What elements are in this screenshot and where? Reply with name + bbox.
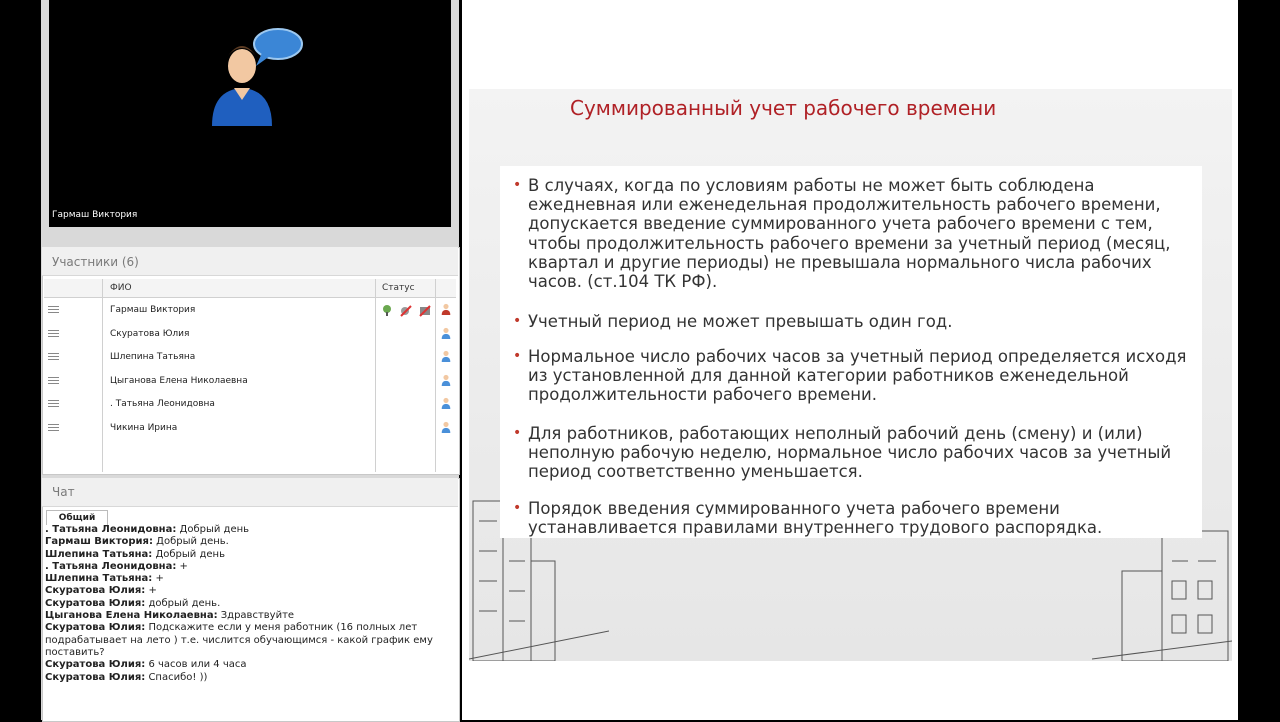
- slide-bullet: [513, 424, 1198, 482]
- bullet-dot-icon: •: [513, 313, 522, 329]
- bullet-dot-icon: •: [513, 177, 522, 193]
- chat-author: Шлепина Татьяна:: [45, 573, 153, 585]
- chat-author: Цыганова Елена Николаевна:: [45, 610, 218, 622]
- chat-message: [45, 622, 453, 659]
- chat-author: Гармаш Виктория:: [45, 536, 153, 548]
- row-menu-icon[interactable]: [48, 306, 59, 314]
- chat-message: [45, 573, 453, 585]
- slide-bullet: [513, 176, 1198, 291]
- slide-bullet: [513, 347, 1198, 405]
- participants-title: Участники (6): [52, 255, 139, 269]
- chat-message: [45, 524, 453, 536]
- row-menu-icon[interactable]: [48, 400, 59, 408]
- chat-text: Спасибо! )): [145, 671, 208, 683]
- bullet-text: Нормальное число рабочих часов за учетный период определяется исходя из установленной для данной категории работников еженедельной продолжительности рабочего времени.: [528, 347, 1187, 405]
- chat-author: Скуратова Юлия:: [45, 659, 146, 671]
- participant-name: . Татьяна Леонидовна: [110, 399, 215, 409]
- chat-text: 6 часов или 4 часа: [145, 659, 247, 671]
- chat-message: [45, 610, 453, 622]
- video-panel: [49, 0, 451, 227]
- chat-text: +: [176, 560, 188, 572]
- chat-author: Скуратова Юлия:: [45, 597, 146, 609]
- chat-author: . Татьяна Леонидовна:: [45, 524, 177, 535]
- slide-bullet: [513, 312, 1198, 331]
- chat-text: Добрый день.: [152, 536, 229, 548]
- bullet-text: В случаях, когда по условиям работы не может быть соблюдена ежедневная или еженедельная продолжительность рабочего времени, допускается введение суммированного учета рабочего времени с тем, чтобы продолжительность рабочего времени за учетный период (месяц, квартал и другие периоды) не превышала нормального числа рабочих часов. (ст.104 ТК РФ).: [528, 176, 1171, 292]
- bullet-dot-icon: •: [513, 500, 522, 516]
- presenter-name: Гармаш Виктория: [52, 210, 138, 220]
- participant-name: Чикина Ирина: [110, 423, 178, 433]
- row-menu-icon[interactable]: [48, 353, 59, 361]
- row-menu-icon[interactable]: [48, 330, 59, 338]
- presenter-status-icon: [440, 303, 452, 315]
- chat-text: добрый день.: [145, 597, 221, 609]
- column-divider: [375, 279, 376, 472]
- chat-message: [45, 659, 453, 671]
- chat-author: Скуратова Юлия:: [45, 622, 146, 634]
- user-status-icon: [440, 327, 452, 339]
- user-avatar-icon: [204, 26, 314, 126]
- chat-header: [42, 478, 458, 507]
- user-status-icon: [440, 397, 452, 409]
- chat-text: +: [145, 585, 157, 597]
- participant-name: Скуратова Юлия: [110, 329, 190, 339]
- chat-text: Добрый день: [176, 524, 250, 535]
- chat-author: Скуратова Юлия:: [45, 585, 146, 597]
- chat-author: Шлепина Татьяна:: [45, 548, 153, 560]
- chat-message: [45, 672, 453, 684]
- column-divider: [102, 279, 103, 472]
- participant-name: Гармаш Виктория: [110, 305, 196, 315]
- microphone-icon[interactable]: [381, 304, 393, 316]
- bullet-text: Учетный период не может превышать один год.: [528, 312, 953, 331]
- chat-author: . Татьяна Леонидовна:: [45, 560, 177, 572]
- chat-text: Добрый день: [152, 548, 225, 560]
- chat-message: [45, 598, 453, 610]
- slide-title: Суммированный учет рабочего времени: [570, 96, 997, 120]
- bullet-text: Порядок введения суммированного учета рабочего времени устанавливается правилами внутреннего трудового распорядка.: [528, 499, 1103, 538]
- chat-message: [45, 536, 453, 548]
- chat-message: [45, 549, 453, 561]
- chat-messages: [45, 524, 453, 714]
- bullet-text: Для работников, работающих неполный рабочий день (смену) и (или) неполную рабочую неделю, нормальное число рабочих часов за учетный период соответственно уменьшается.: [528, 424, 1172, 482]
- chat-message: [45, 585, 453, 597]
- row-menu-icon[interactable]: [48, 424, 59, 432]
- user-status-icon: [440, 350, 452, 362]
- bullet-dot-icon: •: [513, 348, 522, 364]
- chat-message: [45, 561, 453, 573]
- chat-text: Здравствуйте: [217, 610, 295, 622]
- slide-bullet: [513, 499, 1198, 537]
- row-menu-icon[interactable]: [48, 377, 59, 385]
- mic-off-icon[interactable]: [400, 305, 412, 317]
- camera-off-icon[interactable]: [419, 305, 431, 317]
- participant-name: Цыганова Елена Николаевна: [110, 376, 248, 386]
- chat-author: Скуратова Юлия:: [45, 671, 146, 683]
- chat-text: Подскажите если у меня работник (16 полных лет подрабатывает на лето ) т.е. числится обучающимся - какой график ему поставить?: [45, 622, 433, 658]
- chat-tab-general[interactable]: Общий: [46, 510, 108, 525]
- chat-text: +: [152, 573, 164, 585]
- column-name-header[interactable]: ФИО: [110, 283, 132, 293]
- column-status-header[interactable]: Статус: [382, 283, 415, 293]
- bullet-dot-icon: •: [513, 425, 522, 441]
- column-divider: [435, 279, 436, 472]
- chat-title: Чат: [52, 485, 75, 499]
- participant-name: Шлепина Татьяна: [110, 352, 196, 362]
- user-status-icon: [440, 374, 452, 386]
- user-status-icon: [440, 421, 452, 433]
